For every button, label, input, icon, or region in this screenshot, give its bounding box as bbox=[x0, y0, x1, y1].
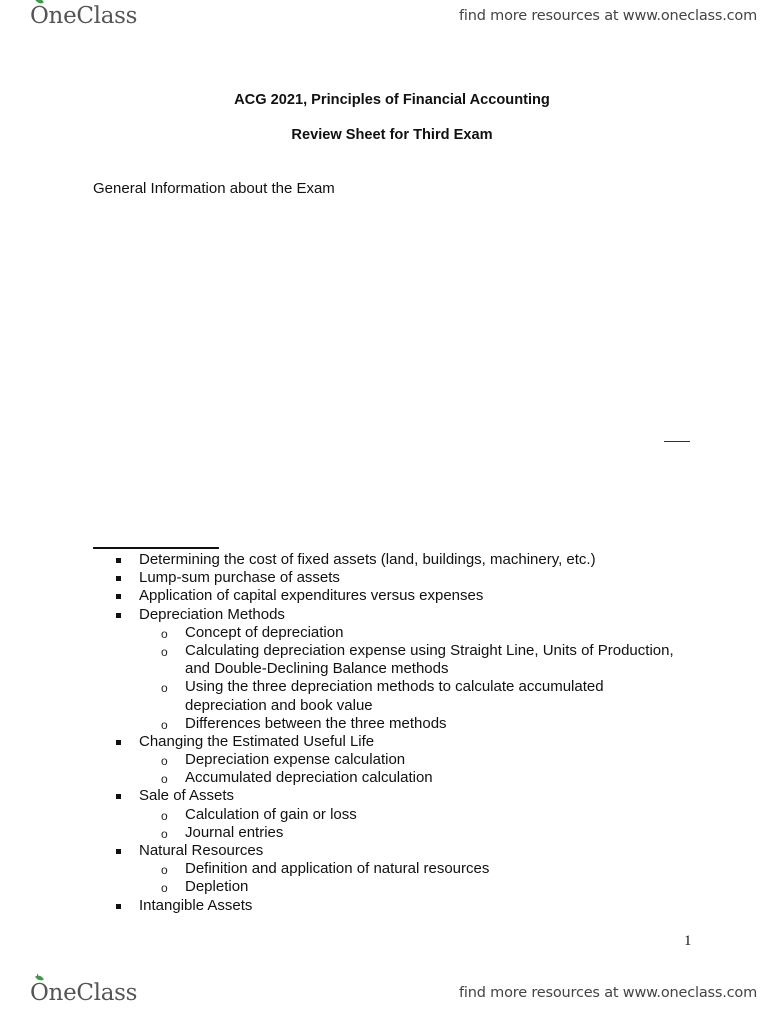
horizontal-rule-black bbox=[93, 547, 219, 549]
horizontal-rule-short bbox=[664, 441, 690, 442]
page-number: 1 bbox=[684, 933, 692, 949]
square-bullet-icon bbox=[116, 594, 121, 599]
circle-bullet-icon: o bbox=[161, 863, 168, 878]
sub-list-item bbox=[0, 806, 784, 824]
document-title: ACG 2021, Principles of Financial Accounting bbox=[234, 92, 550, 108]
list-item-text: Definition and application of natural resources bbox=[185, 860, 490, 878]
list-item-text: Depletion bbox=[185, 878, 249, 896]
document-subtitle: Review Sheet for Third Exam bbox=[291, 127, 493, 143]
list-item bbox=[0, 587, 784, 605]
square-bullet-icon bbox=[116, 576, 121, 581]
list-item-continuation bbox=[0, 660, 784, 678]
square-bullet-icon bbox=[116, 904, 121, 909]
list-item bbox=[0, 733, 784, 751]
list-item-text: Depreciation Methods bbox=[139, 605, 285, 623]
list-item bbox=[0, 606, 784, 624]
sub-list-item bbox=[0, 678, 784, 696]
sub-list-item bbox=[0, 824, 784, 842]
list-item-text: and Double-Declining Balance methods bbox=[185, 660, 449, 678]
list-item-text: Accumulated depreciation calculation bbox=[185, 769, 433, 787]
sub-list-item bbox=[0, 642, 784, 660]
circle-bullet-icon: o bbox=[161, 772, 168, 787]
oneclass-resources-link[interactable]: find more resources at www.oneclass.com bbox=[459, 8, 757, 24]
list-item-text: depreciation and book value bbox=[185, 696, 373, 714]
list-item bbox=[0, 787, 784, 805]
circle-bullet-icon: o bbox=[161, 754, 168, 769]
list-item bbox=[0, 569, 784, 587]
list-item bbox=[0, 551, 784, 569]
list-item-text: Application of capital expenditures versus expenses bbox=[139, 587, 484, 605]
square-bullet-icon bbox=[116, 613, 121, 618]
sub-list-item bbox=[0, 860, 784, 878]
section-heading: General Information about the Exam bbox=[93, 180, 335, 197]
list-item bbox=[0, 897, 784, 915]
list-item-text: Differences between the three methods bbox=[185, 714, 447, 732]
oneclass-resources-link-footer[interactable]: find more resources at www.oneclass.com bbox=[459, 985, 757, 1001]
sub-list-item bbox=[0, 769, 784, 787]
circle-bullet-icon: o bbox=[161, 826, 168, 841]
logo-text: OneClass bbox=[30, 980, 138, 1006]
oneclass-logo[interactable] bbox=[30, 3, 137, 29]
circle-bullet-icon: o bbox=[161, 644, 168, 659]
sub-list-item bbox=[0, 715, 784, 733]
list-item-continuation bbox=[0, 697, 784, 715]
list-item-text: Lump-sum purchase of assets bbox=[139, 569, 340, 587]
logo-text: OneClass bbox=[30, 3, 138, 29]
list-item-text: Intangible Assets bbox=[139, 896, 253, 914]
circle-bullet-icon: o bbox=[161, 717, 168, 732]
list-item-text: Depreciation expense calculation bbox=[185, 751, 406, 769]
circle-bullet-icon: o bbox=[161, 626, 168, 641]
list-item-text: Changing the Estimated Useful Life bbox=[139, 732, 375, 750]
circle-bullet-icon: o bbox=[161, 681, 168, 696]
list-item bbox=[0, 842, 784, 860]
square-bullet-icon bbox=[116, 794, 121, 799]
sub-list-item bbox=[0, 751, 784, 769]
list-item-text: Using the three depreciation methods to calculate accumulated bbox=[185, 678, 604, 696]
square-bullet-icon bbox=[116, 849, 121, 854]
square-bullet-icon bbox=[116, 558, 121, 563]
list-item-text: Calculating depreciation expense using Straight Line, Units of Production, bbox=[185, 641, 674, 659]
list-item-text: Sale of Assets bbox=[139, 787, 235, 805]
sub-list-item bbox=[0, 878, 784, 896]
topic-list bbox=[0, 551, 784, 915]
square-bullet-icon bbox=[116, 740, 121, 745]
list-item-text: Journal entries bbox=[185, 823, 284, 841]
list-item-text: Natural Resources bbox=[139, 842, 264, 859]
circle-bullet-icon: o bbox=[161, 808, 168, 823]
list-item-text: Concept of depreciation bbox=[185, 623, 344, 641]
sub-list-item bbox=[0, 624, 784, 642]
oneclass-logo-footer[interactable] bbox=[30, 980, 137, 1006]
list-item-text: Determining the cost of fixed assets (land, buildings, machinery, etc.) bbox=[139, 551, 596, 568]
list-item-text: Calculation of gain or loss bbox=[185, 805, 357, 823]
circle-bullet-icon: o bbox=[161, 881, 168, 896]
